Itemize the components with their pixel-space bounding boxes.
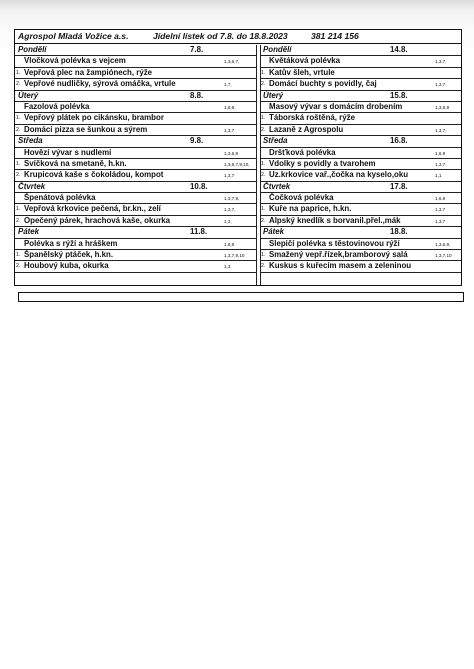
day-date: 10.8. bbox=[190, 181, 208, 191]
dish-name: Vdolky s povidly a tvarohem bbox=[269, 158, 376, 168]
menu-item-row bbox=[260, 170, 461, 181]
dish-name: Fazolová polévka bbox=[24, 101, 90, 111]
day-date: 8.8. bbox=[190, 90, 204, 100]
day-name: Čtvrtek bbox=[18, 181, 46, 191]
allergen-codes: 1,3,6,9 bbox=[224, 150, 239, 156]
menu-sheet bbox=[14, 29, 462, 286]
allergen-codes: 1,3,6,7,9,10, bbox=[224, 161, 250, 167]
item-number: 2. bbox=[261, 263, 266, 270]
phone-number: 381 214 156 bbox=[311, 31, 359, 41]
day-name: Středa bbox=[263, 136, 288, 146]
dish-name: Lazaně z Agrospolu bbox=[269, 124, 344, 134]
menu-item-row bbox=[15, 68, 256, 79]
dish-name: Opečený párek, hrachová kaše, okurka bbox=[24, 215, 171, 225]
dish-name: Masový vývar s domácím drobením bbox=[269, 101, 403, 111]
allergen-codes: 1,3,6,9, bbox=[435, 241, 451, 247]
dish-name: Svíčková na smetaně, h.kn. bbox=[24, 158, 127, 168]
day-date: 11.8. bbox=[190, 227, 208, 237]
allergen-codes: 1,1 bbox=[435, 173, 442, 179]
menu-item-row bbox=[260, 204, 461, 215]
menu-item-row bbox=[260, 216, 461, 227]
item-number: 2. bbox=[261, 126, 266, 133]
menu-item-row bbox=[15, 239, 256, 250]
menu-item-row bbox=[260, 250, 461, 261]
dish-name: Kuře na paprice, h.kn. bbox=[269, 204, 352, 214]
allergen-codes: 1,3,6,9 bbox=[435, 104, 450, 110]
day-date: 18.8. bbox=[390, 227, 408, 237]
allergen-codes: 1,2, bbox=[224, 218, 232, 224]
item-number: 1. bbox=[16, 252, 21, 259]
dish-name: Vepřový plátek po cikánsku, brambor bbox=[24, 113, 164, 123]
item-number: 2. bbox=[16, 263, 21, 270]
week2-column bbox=[260, 45, 461, 273]
day-name: Pátek bbox=[263, 227, 285, 237]
item-number: 2. bbox=[261, 81, 266, 88]
menu-item-row bbox=[15, 250, 256, 261]
day-header-row bbox=[260, 91, 461, 102]
day-date: 16.8. bbox=[390, 136, 408, 146]
dish-name: Hovězí vývar s nudlemi bbox=[24, 147, 112, 157]
item-number: 2. bbox=[16, 126, 21, 133]
dish-name: Kuskus s kuřecím masem a zeleninou bbox=[269, 261, 412, 271]
allergen-codes: 1,3,7 bbox=[435, 207, 446, 213]
allergen-codes: 1,3,7,9,10 bbox=[224, 253, 245, 259]
item-number: 2. bbox=[16, 217, 21, 224]
item-number: 1. bbox=[261, 115, 266, 122]
menu-item-row bbox=[260, 148, 461, 159]
menu-item-row bbox=[260, 159, 461, 170]
menu-item-row bbox=[15, 113, 256, 124]
item-number: 1. bbox=[261, 160, 266, 167]
menu-item-row bbox=[15, 170, 256, 181]
column-divider bbox=[256, 45, 257, 285]
allergen-codes: 1,6,9 bbox=[435, 150, 446, 156]
allergen-codes: 1,3,7 bbox=[435, 218, 446, 224]
dish-name: Smažený vepř.řízek,bramborový salá bbox=[269, 250, 408, 260]
dish-name: Slepičí polévka s těstovinovou rýží bbox=[269, 238, 400, 248]
day-date: 17.8. bbox=[390, 181, 408, 191]
menu-item-row bbox=[260, 102, 461, 113]
dish-name: Dršťková polévka bbox=[269, 147, 336, 157]
dish-name: Katův šleh, vrtule bbox=[269, 67, 335, 77]
item-number: 2. bbox=[16, 81, 21, 88]
day-name: Pondělí bbox=[18, 45, 47, 54]
day-date: 14.8. bbox=[390, 45, 408, 54]
item-number: 1. bbox=[261, 206, 266, 213]
day-date: 7.8. bbox=[190, 45, 204, 54]
item-number: 1. bbox=[16, 206, 21, 213]
day-header-row bbox=[15, 227, 256, 238]
menu-title: Jídelní lístek od 7.8. do 18.8.2023 bbox=[153, 31, 288, 41]
allergen-codes: 1,6,9, bbox=[224, 104, 236, 110]
item-number: 1. bbox=[16, 69, 21, 76]
menu-item-row bbox=[260, 125, 461, 136]
allergen-codes: 1,6,9 bbox=[224, 241, 235, 247]
day-name: Čtvrtek bbox=[263, 181, 291, 191]
menu-item-row bbox=[260, 113, 461, 124]
restaurant-name: Agrospol Mladá Vožice a.s. bbox=[18, 31, 129, 41]
day-date: 9.8. bbox=[190, 136, 204, 146]
menu-item-row bbox=[15, 125, 256, 136]
menu-item-row bbox=[15, 261, 256, 272]
day-name: Pátek bbox=[18, 227, 40, 237]
allergen-codes: 1,3 bbox=[224, 264, 231, 270]
dish-name: Květáková polévka bbox=[269, 56, 341, 66]
dish-name: Polévka s rýží a hráškem bbox=[24, 238, 118, 248]
allergen-codes: 1,3,7, bbox=[224, 207, 236, 213]
menu-header bbox=[15, 30, 461, 44]
dish-name: Krupicová kaše s čokoládou, kompot bbox=[24, 170, 164, 180]
menu-item-row bbox=[15, 159, 256, 170]
item-number: 1. bbox=[261, 69, 266, 76]
day-header-row bbox=[260, 45, 461, 56]
dish-name: Domácí pizza se šunkou a sýrem bbox=[24, 124, 148, 134]
dish-name: Vločková polévka s vejcem bbox=[24, 56, 126, 66]
dish-name: Čočková polévka bbox=[269, 193, 334, 203]
menu-item-row bbox=[15, 193, 256, 204]
menu-item-row bbox=[260, 261, 461, 272]
day-header-row bbox=[15, 136, 256, 147]
menu-item-row bbox=[15, 79, 256, 90]
menu-item-row bbox=[15, 102, 256, 113]
item-number: 2. bbox=[16, 172, 21, 179]
menu-item-row bbox=[260, 56, 461, 67]
menu-item-row bbox=[260, 79, 461, 90]
allergen-codes: 1,3,7 bbox=[435, 161, 446, 167]
item-number: 2. bbox=[261, 217, 266, 224]
item-number: 1. bbox=[16, 115, 21, 122]
dish-name: Vepřová krkovice pečená, br.kn., zelí bbox=[24, 204, 161, 214]
allergen-codes: 1,3,7 bbox=[224, 127, 235, 133]
dish-name: Táborská roštěná, rýže bbox=[269, 113, 355, 123]
day-header-row bbox=[260, 182, 461, 193]
day-header-row bbox=[15, 91, 256, 102]
menu-item-row bbox=[15, 148, 256, 159]
day-name: Středa bbox=[18, 136, 43, 146]
day-date: 15.8. bbox=[390, 90, 408, 100]
item-number: 1. bbox=[16, 160, 21, 167]
menu-item-row bbox=[15, 204, 256, 215]
item-number: 1. bbox=[261, 252, 266, 259]
day-header-row bbox=[260, 136, 461, 147]
day-header-row bbox=[15, 45, 256, 56]
dish-name: Vepřové nudličky, sýrová omáčka, vrtule bbox=[24, 79, 176, 89]
menu-item-row bbox=[15, 216, 256, 227]
allergen-codes: 1,3,7, bbox=[435, 59, 447, 65]
dish-name: Uz.krkovice vař.,čočka na kyselo,oku bbox=[269, 170, 409, 180]
dish-name: Alpský knedlík s borvanil.přel.,mák bbox=[269, 215, 401, 225]
dish-name: Houbový kuba, okurka bbox=[24, 261, 109, 271]
dish-name: Špenátová polévka bbox=[24, 193, 96, 203]
allergen-codes: 1,3,7 bbox=[435, 82, 446, 88]
allergen-codes: 1,7, bbox=[224, 82, 232, 88]
menu-item-row bbox=[260, 193, 461, 204]
menu-item-row bbox=[15, 56, 256, 67]
item-number: 2. bbox=[261, 172, 266, 179]
allergen-codes: 1,3,7, bbox=[435, 127, 447, 133]
allergen-codes: 1,3,7 bbox=[224, 173, 235, 179]
menu-item-row bbox=[260, 68, 461, 79]
dish-name: Vepřová plec na žampiónech, rýže bbox=[24, 67, 153, 77]
allergen-codes: 1,3,7,9, bbox=[224, 196, 240, 202]
day-header-row bbox=[15, 182, 256, 193]
allergen-codes: 1,3,6,7, bbox=[224, 59, 240, 65]
week1-column bbox=[15, 45, 256, 273]
footer-box bbox=[18, 292, 464, 302]
day-name: Úterý bbox=[263, 90, 284, 100]
day-name: Pondělí bbox=[263, 45, 292, 54]
day-header-row bbox=[260, 227, 461, 238]
dish-name: Domácí buchty s povidly, čaj bbox=[269, 79, 377, 89]
dish-name: Španělský ptáček, h.kn. bbox=[24, 250, 114, 260]
day-name: Úterý bbox=[18, 90, 39, 100]
menu-item-row bbox=[260, 239, 461, 250]
allergen-codes: 1,3,7,10 bbox=[435, 253, 452, 259]
allergen-codes: 1,6,9 bbox=[435, 196, 446, 202]
